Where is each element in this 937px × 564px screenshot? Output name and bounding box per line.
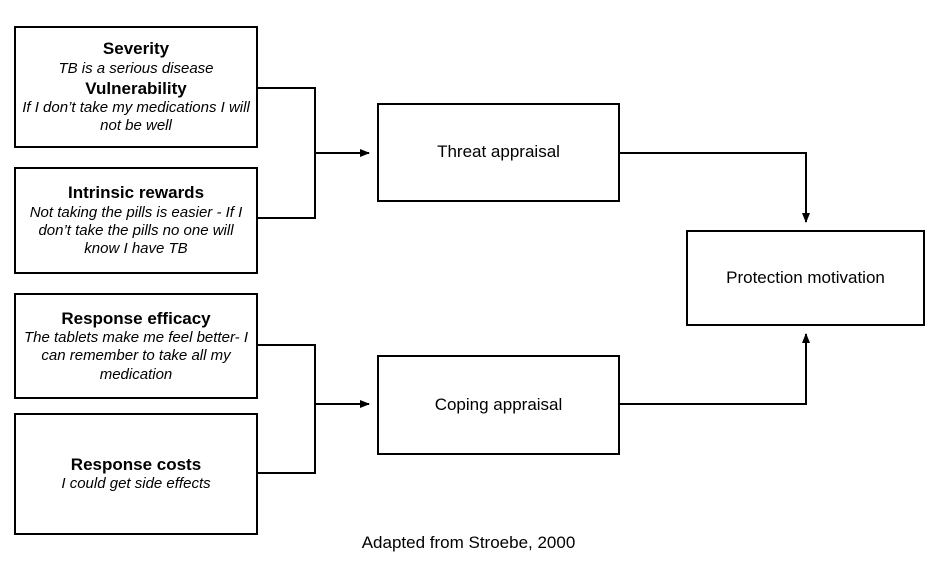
diagram-caption: Adapted from Stroebe, 2000 — [361, 533, 576, 552]
connector-intrinsic-to-threat — [258, 153, 315, 218]
box-severity-title: Severity — [102, 39, 170, 59]
box-response-costs — [14, 413, 258, 535]
box-vulnerability-subtitle: If I don’t take my medications I will not be well — [22, 99, 250, 135]
box-response-efficacy — [14, 293, 258, 399]
box-vulnerability-title: Vulnerability — [85, 78, 187, 98]
box-protection-motivation — [686, 230, 925, 326]
box-coping-appraisal-title: Coping appraisal — [434, 394, 563, 414]
box-response-efficacy-subtitle: The tablets make me feel better- I can remember to take all my medication — [24, 329, 248, 383]
box-protection-motivation-title: Protection motivation — [726, 267, 885, 287]
box-threat-appraisal — [377, 103, 620, 202]
box-intrinsic-rewards — [14, 167, 258, 274]
box-coping-appraisal — [377, 355, 620, 455]
connector-response-costs-to-coping — [258, 404, 315, 473]
box-severity-subtitle: TB is a serious disease — [58, 59, 214, 77]
connector-severity-to-threat — [258, 88, 315, 153]
connector-response-efficacy-to-coping — [258, 345, 315, 404]
box-threat-appraisal-title: Threat appraisal — [437, 142, 560, 162]
connector-coping-to-protection — [620, 334, 806, 404]
box-response-costs-subtitle: I could get side effects — [61, 475, 211, 493]
box-response-costs-title: Response costs — [70, 455, 202, 475]
box-severity-vulnerability — [14, 26, 258, 148]
connector-threat-to-protection — [620, 153, 806, 222]
box-response-efficacy-title: Response efficacy — [61, 308, 211, 328]
box-intrinsic-rewards-title: Intrinsic rewards — [67, 183, 205, 203]
box-intrinsic-rewards-subtitle: Not taking the pills is easier - If I don’t take the pills no one will know I have TB — [29, 203, 243, 258]
